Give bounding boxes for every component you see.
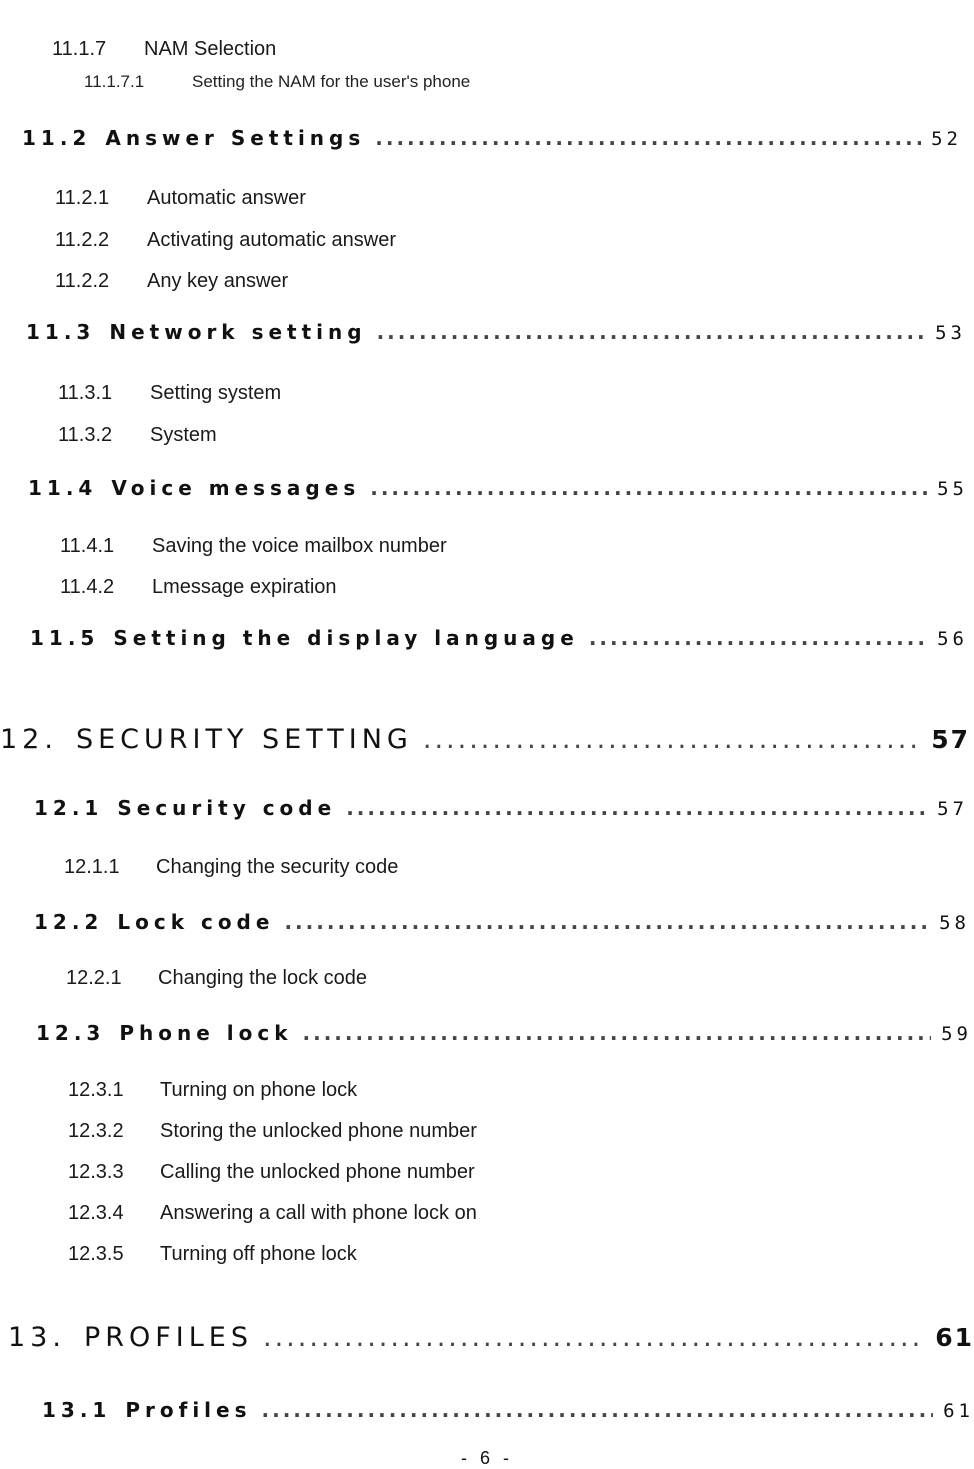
toc-entry-page: 55 (937, 478, 968, 500)
toc-entry-title: Any key answer (147, 270, 289, 292)
toc-entry-title: Answering a call with phone lock on (160, 1202, 477, 1224)
toc-entry (55, 229, 396, 252)
toc-entry (34, 796, 968, 820)
toc-entry (68, 1202, 477, 1225)
toc-entry (68, 1243, 357, 1266)
toc-entry-title: Activating automatic answer (147, 229, 397, 251)
toc-entry (60, 535, 447, 558)
toc-entry (34, 910, 970, 934)
toc-entry-number: 11.2.1 (55, 187, 110, 209)
toc-entry-title: Lock code (117, 910, 275, 934)
toc-entry (68, 1161, 475, 1184)
toc-entry-title: Setting the NAM for the user's phone (192, 72, 471, 91)
toc-entry-number: 12.2.1 (66, 967, 122, 989)
toc-entry-page: 61 (935, 1323, 974, 1352)
toc-entry-number: 11.3.2 (58, 424, 113, 446)
toc-entry-number: 11.4 (28, 476, 98, 500)
toc-entry-number: 11.2.2 (55, 229, 110, 251)
toc-entry (52, 38, 276, 61)
dot-leader (370, 476, 927, 500)
toc-entry-title: Setting the display language (113, 626, 579, 650)
toc-entry-title: Phone lock (119, 1021, 293, 1045)
toc-entry-number: 11.1.7.1 (84, 72, 145, 91)
dot-leader (263, 1322, 925, 1353)
toc-entry-number: 13. (8, 1322, 66, 1353)
dot-leader (346, 796, 927, 820)
toc-entry-number: 11.3.1 (58, 382, 113, 404)
toc-entry-title: Saving the voice mailbox number (152, 535, 447, 557)
toc-entry-number: 12.3 (36, 1021, 106, 1045)
toc-entry-page: 57 (931, 725, 970, 754)
toc-entry (55, 187, 306, 210)
toc-entry-title: Setting system (150, 382, 282, 404)
toc-entry-number: 12. (0, 724, 58, 755)
toc-entry-number: 11.4.2 (60, 576, 115, 598)
dot-leader (262, 1398, 934, 1422)
toc-entry-number: 12.3.4 (68, 1202, 124, 1224)
toc-entry-title: Lmessage expiration (152, 576, 337, 598)
toc-entry-number: 11.2 (22, 126, 92, 150)
toc-entry-title: System (150, 424, 217, 446)
toc-entry-title: Changing the security code (156, 856, 399, 878)
toc-entry-page: 58 (939, 912, 970, 934)
toc-entry-title: Network setting (109, 320, 367, 344)
toc-entry (26, 320, 966, 344)
toc-entry (0, 724, 970, 755)
toc-entry (42, 1398, 974, 1422)
toc-entry-title: Automatic answer (147, 187, 306, 209)
toc-entry-title: SECURITY SETTING (75, 724, 413, 755)
dot-leader (589, 626, 927, 650)
toc-entry-page: 53 (935, 322, 966, 344)
toc-entry (22, 126, 962, 150)
toc-entry-number: 11.4.1 (60, 535, 115, 557)
dot-leader (377, 320, 926, 344)
toc-entry-page: 61 (943, 1400, 974, 1422)
toc-entry (58, 382, 281, 405)
toc-entry-number: 12.1.1 (64, 856, 120, 878)
toc-entry-number: 11.3 (26, 320, 96, 344)
page-number: - 6 - (460, 1448, 513, 1468)
toc-entry-title: Calling the unlocked phone number (160, 1161, 475, 1183)
toc-entry-number: 12.3.1 (68, 1079, 124, 1101)
toc-entry-title: Answer Settings (105, 126, 366, 150)
toc-entry-title: Profiles (125, 1398, 252, 1422)
toc-entry-title: NAM Selection (144, 38, 277, 60)
toc-entry-number: 13.1 (42, 1398, 112, 1422)
dot-leader (423, 724, 921, 755)
toc-entry-title: Turning off phone lock (160, 1243, 357, 1265)
toc-entry-title: Turning on phone lock (160, 1079, 358, 1101)
toc-entry (36, 1021, 972, 1045)
toc-entry-title: Voice messages (111, 476, 361, 500)
toc-entry (60, 576, 337, 599)
toc-entry-title: PROFILES (83, 1322, 253, 1353)
toc-entry (64, 856, 398, 879)
toc-entry (28, 476, 968, 500)
dot-leader (375, 126, 921, 150)
toc-entry (68, 1120, 477, 1143)
toc-entry-number: 12.3.2 (68, 1120, 124, 1142)
toc-entry (55, 270, 288, 293)
toc-entry (8, 1322, 974, 1353)
toc-entry-number: 12.1 (34, 796, 104, 820)
toc-entry-number: 11.1.7 (52, 38, 107, 60)
toc-entry-number: 12.3.3 (68, 1161, 124, 1183)
toc-entry-number: 12.2 (34, 910, 104, 934)
toc-entry-number: 11.2.2 (55, 270, 110, 292)
toc-entry-title: Changing the lock code (158, 967, 368, 989)
toc-entry-page: 52 (931, 128, 962, 150)
dot-leader (303, 1021, 932, 1045)
toc-entry (58, 424, 217, 447)
toc-entry (66, 967, 367, 990)
toc-entry-title: Security code (117, 796, 337, 820)
toc-entry (68, 1079, 357, 1102)
dot-leader (284, 910, 929, 934)
toc-entry-number: 11.5 (30, 626, 100, 650)
toc-entry-title: Storing the unlocked phone number (160, 1120, 477, 1142)
toc-entry-number: 12.3.5 (68, 1243, 124, 1265)
toc-entry-page: 57 (937, 798, 968, 820)
toc-entry-page: 59 (941, 1023, 972, 1045)
toc-entry (84, 72, 470, 92)
toc-entry (30, 626, 968, 650)
toc-entry-page: 56 (937, 628, 968, 650)
